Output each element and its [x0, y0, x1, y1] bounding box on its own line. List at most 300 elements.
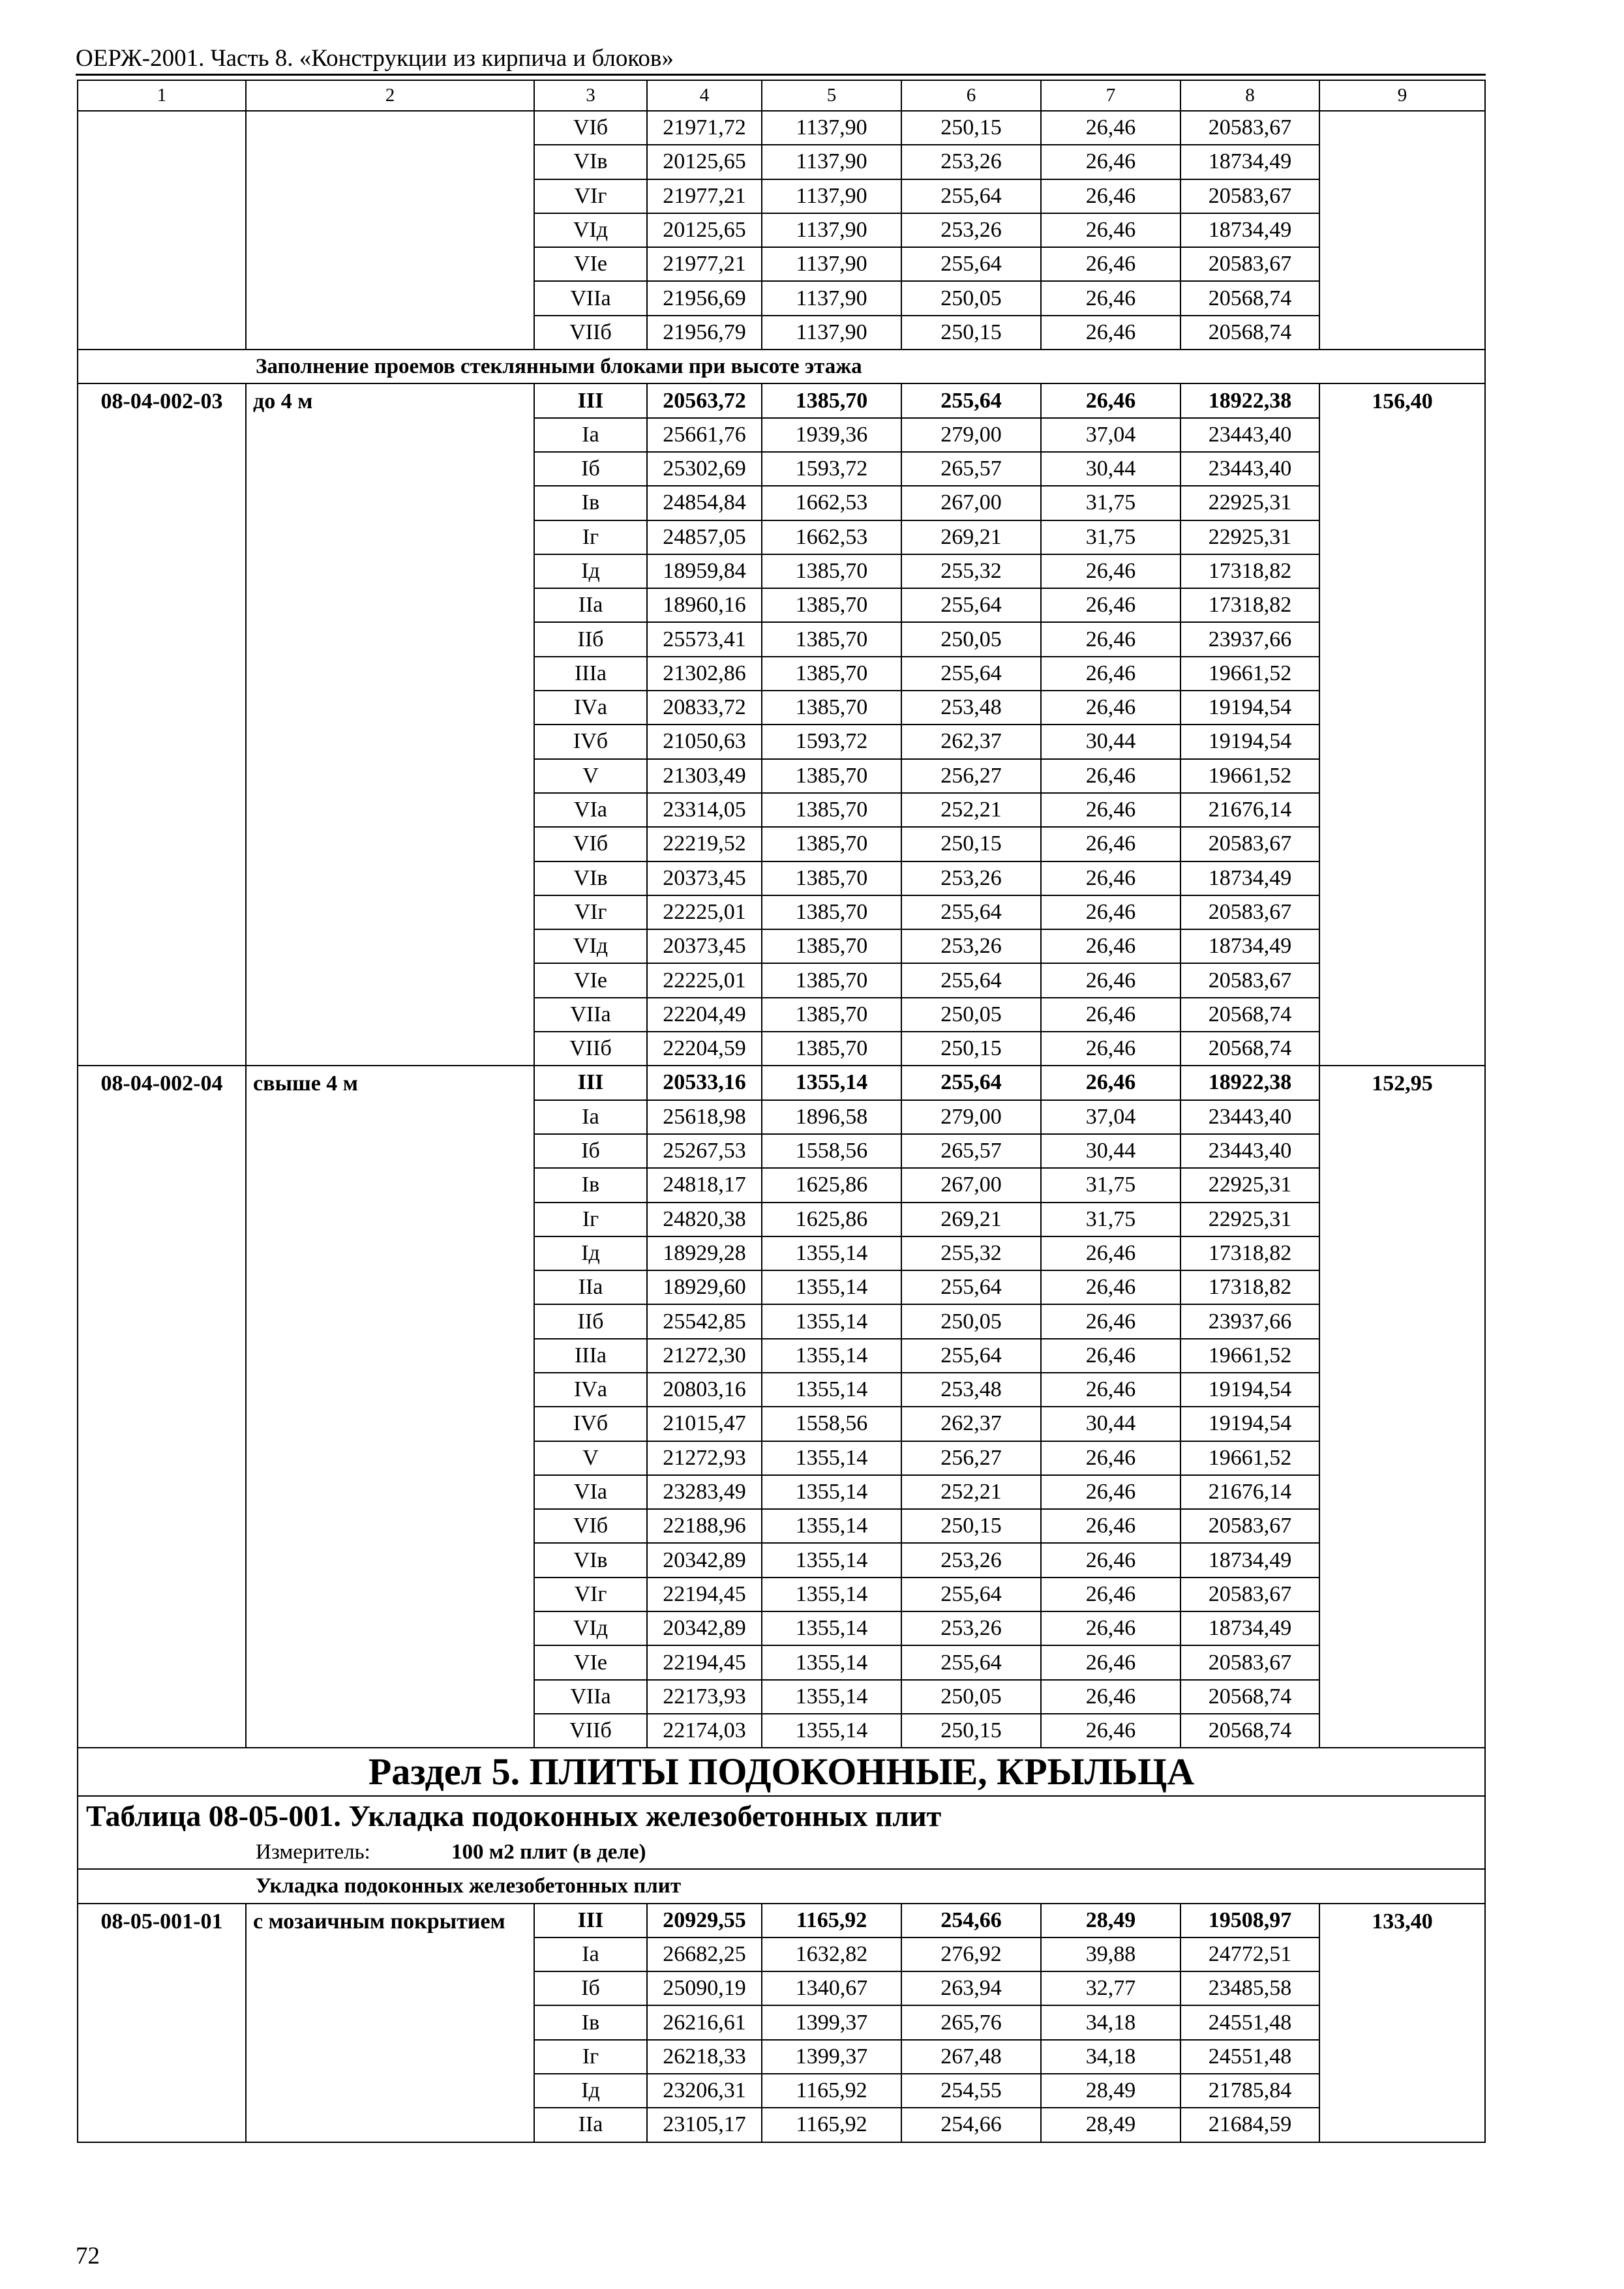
- price-value: 1625,86: [762, 1168, 901, 1202]
- price-value: 1385,70: [762, 759, 901, 793]
- price-value: 265,57: [901, 452, 1041, 486]
- price-value: 20929,55: [647, 1904, 762, 1937]
- region-code: IIа: [534, 2108, 647, 2142]
- price-value: 1355,14: [762, 1304, 901, 1338]
- item-code: 08-05-001-01: [78, 1904, 246, 2142]
- price-value: 22173,93: [647, 1680, 762, 1714]
- price-value: 19661,52: [1180, 1339, 1319, 1373]
- price-value: 1355,14: [762, 1441, 901, 1475]
- price-value: 255,64: [901, 383, 1041, 417]
- region-code: IVа: [534, 691, 647, 725]
- column-number: 4: [647, 80, 762, 111]
- region-code: VIе: [534, 247, 647, 281]
- region-code: VIв: [534, 145, 647, 179]
- price-value: 1355,14: [762, 1270, 901, 1304]
- region-code: IVб: [534, 725, 647, 758]
- price-value: 19194,54: [1180, 1373, 1319, 1407]
- region-code: IVб: [534, 1407, 647, 1441]
- price-value: 30,44: [1041, 725, 1180, 758]
- price-value: 1385,70: [762, 963, 901, 997]
- table-title: Таблица 08-05-001. Укладка подоконных железобетонных плит: [78, 1796, 1485, 1836]
- price-value: 34,18: [1041, 2005, 1180, 2039]
- price-value: 19508,97: [1180, 1904, 1319, 1937]
- price-value: 26,46: [1041, 588, 1180, 622]
- region-code: VIIб: [534, 1714, 647, 1748]
- price-value: 21956,79: [647, 316, 762, 350]
- region-code: Iв: [534, 2005, 647, 2039]
- price-value: 26,46: [1041, 657, 1180, 691]
- price-value: 18734,49: [1180, 145, 1319, 179]
- price-value: 23314,05: [647, 793, 762, 827]
- price-value: 31,75: [1041, 1203, 1180, 1236]
- price-value: 18734,49: [1180, 929, 1319, 963]
- region-code: VIIб: [534, 316, 647, 350]
- price-value: 1385,70: [762, 657, 901, 691]
- region-code: VIа: [534, 793, 647, 827]
- price-value: 21676,14: [1180, 793, 1319, 827]
- price-value: 250,05: [901, 622, 1041, 656]
- price-value: 26,46: [1041, 1475, 1180, 1509]
- price-value: 26,46: [1041, 111, 1180, 145]
- price-value: 18734,49: [1180, 213, 1319, 247]
- price-value: 1355,14: [762, 1475, 901, 1509]
- region-code: VIIа: [534, 1680, 647, 1714]
- price-value: 24820,38: [647, 1203, 762, 1236]
- price-value: 1355,14: [762, 1509, 901, 1543]
- price-value: 39,88: [1041, 1937, 1180, 1971]
- price-value: 18929,28: [647, 1236, 762, 1270]
- price-value: 20125,65: [647, 213, 762, 247]
- table-body: [78, 80, 1485, 2142]
- price-value: 26,46: [1041, 1543, 1180, 1577]
- price-value: 1355,14: [762, 1066, 901, 1100]
- price-value: 1662,53: [762, 520, 901, 554]
- price-value: 19194,54: [1180, 725, 1319, 758]
- price-value: 255,64: [901, 588, 1041, 622]
- table-title-row: [78, 1796, 1485, 1836]
- price-value: 253,48: [901, 691, 1041, 725]
- region-code: VIд: [534, 929, 647, 963]
- column-number: 7: [1041, 80, 1180, 111]
- price-value: 20803,16: [647, 1373, 762, 1407]
- price-value: 26,46: [1041, 1714, 1180, 1748]
- meter-cell: [78, 1836, 1485, 1869]
- region-code: Iб: [534, 452, 647, 486]
- price-value: 20568,74: [1180, 998, 1319, 1032]
- region-code: IIа: [534, 1270, 647, 1304]
- price-value: 25302,69: [647, 452, 762, 486]
- region-code: Iв: [534, 1168, 647, 1202]
- price-value: 31,75: [1041, 520, 1180, 554]
- price-value: 26,46: [1041, 998, 1180, 1032]
- region-code: VIе: [534, 1645, 647, 1679]
- price-value: 26,46: [1041, 1304, 1180, 1338]
- price-value: 22925,31: [1180, 520, 1319, 554]
- region-code: Iг: [534, 520, 647, 554]
- region-code: VIб: [534, 1509, 647, 1543]
- price-value: 20342,89: [647, 1611, 762, 1645]
- price-value: 26,46: [1041, 1578, 1180, 1611]
- price-value: 250,05: [901, 281, 1041, 315]
- column-number-row: [78, 80, 1485, 111]
- price-value: 21272,93: [647, 1441, 762, 1475]
- price-value: 1355,14: [762, 1714, 901, 1748]
- price-value: 255,64: [901, 1339, 1041, 1373]
- price-value: 26,46: [1041, 281, 1180, 315]
- region-code: III: [534, 383, 647, 417]
- region-code: VIг: [534, 1578, 647, 1611]
- region-code: IVа: [534, 1373, 647, 1407]
- price-value: 26,46: [1041, 1066, 1180, 1100]
- price-value: 26,46: [1041, 963, 1180, 997]
- region-code: Iб: [534, 1134, 647, 1168]
- price-value: 37,04: [1041, 1100, 1180, 1134]
- price-value: 26,46: [1041, 1032, 1180, 1066]
- price-value: 26,46: [1041, 213, 1180, 247]
- price-value: 23485,58: [1180, 1971, 1319, 2005]
- meter-row: [78, 1836, 1485, 1869]
- price-value: 26,46: [1041, 1509, 1180, 1543]
- price-value: 265,76: [901, 2005, 1041, 2039]
- price-value: 20568,74: [1180, 281, 1319, 315]
- price-value: 279,00: [901, 1100, 1041, 1134]
- price-value: 1385,70: [762, 827, 901, 861]
- price-value: 24818,17: [647, 1168, 762, 1202]
- price-value: 31,75: [1041, 486, 1180, 520]
- price-value: 254,66: [901, 1904, 1041, 1937]
- price-value: 26,46: [1041, 554, 1180, 588]
- price-value: 256,27: [901, 1441, 1041, 1475]
- price-value: 1385,70: [762, 793, 901, 827]
- section-title: Раздел 5. ПЛИТЫ ПОДОКОННЫЕ, КРЫЛЬЦА: [78, 1748, 1485, 1796]
- price-value: 25090,19: [647, 1971, 762, 2005]
- price-value: 25542,85: [647, 1304, 762, 1338]
- price-value: 26,46: [1041, 145, 1180, 179]
- region-code: VIд: [534, 213, 647, 247]
- price-value: 21302,86: [647, 657, 762, 691]
- region-code: Iд: [534, 554, 647, 588]
- item-code: 08-04-002-04: [78, 1066, 246, 1748]
- price-value: 1558,56: [762, 1407, 901, 1441]
- region-code: Iа: [534, 1937, 647, 1971]
- price-value: 22925,31: [1180, 1168, 1319, 1202]
- section-row: [78, 1748, 1485, 1796]
- price-value: 1385,70: [762, 861, 901, 895]
- region-code: VIг: [534, 179, 647, 213]
- page-number: 72: [76, 2243, 100, 2269]
- price-value: 17318,82: [1180, 1236, 1319, 1270]
- price-value: 1625,86: [762, 1203, 901, 1236]
- price-value: 1137,90: [762, 281, 901, 315]
- price-value: 255,64: [901, 247, 1041, 281]
- price-value: 26,46: [1041, 1270, 1180, 1304]
- price-value: 253,26: [901, 145, 1041, 179]
- price-value: 26,46: [1041, 1680, 1180, 1714]
- price-value: 21977,21: [647, 179, 762, 213]
- price-value: 30,44: [1041, 452, 1180, 486]
- column-number: 1: [78, 80, 246, 111]
- price-value: 22204,59: [647, 1032, 762, 1066]
- price-value: 1385,70: [762, 554, 901, 588]
- price-value: 21684,59: [1180, 2108, 1319, 2142]
- price-value: 20583,67: [1180, 179, 1319, 213]
- price-value: 37,04: [1041, 418, 1180, 452]
- price-value: 21971,72: [647, 111, 762, 145]
- price-value: 20568,74: [1180, 316, 1319, 350]
- price-value: 269,21: [901, 1203, 1041, 1236]
- region-code: Iг: [534, 2040, 647, 2074]
- price-value: 255,64: [901, 1270, 1041, 1304]
- price-value: 24857,05: [647, 520, 762, 554]
- price-value: 26,46: [1041, 383, 1180, 417]
- price-value: 1399,37: [762, 2005, 901, 2039]
- price-value: 21956,69: [647, 281, 762, 315]
- price-value: 250,05: [901, 1304, 1041, 1338]
- price-value: 1632,82: [762, 1937, 901, 1971]
- price-value: 17318,82: [1180, 554, 1319, 588]
- item-name: с мозаичным покрытием: [246, 1904, 534, 2142]
- price-value: 20583,67: [1180, 1578, 1319, 1611]
- price-value: 1939,36: [762, 418, 901, 452]
- price-value: 1355,14: [762, 1373, 901, 1407]
- price-value: 32,77: [1041, 1971, 1180, 2005]
- price-value: 26,46: [1041, 316, 1180, 350]
- price-value: 26216,61: [647, 2005, 762, 2039]
- labor-cost: 156,40: [1319, 383, 1485, 1066]
- subheading-row: [78, 350, 1485, 383]
- price-value: 28,49: [1041, 1904, 1180, 1937]
- subheading-row: [78, 1869, 1485, 1903]
- price-value: 22194,45: [647, 1578, 762, 1611]
- price-value: 25573,41: [647, 622, 762, 656]
- price-value: 20568,74: [1180, 1714, 1319, 1748]
- price-value: 250,05: [901, 998, 1041, 1032]
- price-value: 24854,84: [647, 486, 762, 520]
- price-value: 26,46: [1041, 691, 1180, 725]
- price-value: 253,26: [901, 1611, 1041, 1645]
- price-value: 22225,01: [647, 895, 762, 929]
- price-value: 18922,38: [1180, 1066, 1319, 1100]
- price-value: 23283,49: [647, 1475, 762, 1509]
- price-value: 26,46: [1041, 622, 1180, 656]
- price-value: 22194,45: [647, 1645, 762, 1679]
- price-value: 254,66: [901, 2108, 1041, 2142]
- price-value: 25267,53: [647, 1134, 762, 1168]
- price-value: 19661,52: [1180, 1441, 1319, 1475]
- price-value: 30,44: [1041, 1134, 1180, 1168]
- price-value: 269,21: [901, 520, 1041, 554]
- price-value: 20583,67: [1180, 247, 1319, 281]
- region-code: IIа: [534, 588, 647, 622]
- price-value: 1137,90: [762, 213, 901, 247]
- price-value: 267,00: [901, 1168, 1041, 1202]
- price-value: 20342,89: [647, 1543, 762, 1577]
- price-value: 21785,84: [1180, 2074, 1319, 2108]
- price-value: 26682,25: [647, 1937, 762, 1971]
- region-code: VIIб: [534, 1032, 647, 1066]
- price-value: 19661,52: [1180, 657, 1319, 691]
- price-value: 20833,72: [647, 691, 762, 725]
- price-value: 20568,74: [1180, 1680, 1319, 1714]
- region-code: IIIа: [534, 657, 647, 691]
- column-number: 5: [762, 80, 901, 111]
- table-row: [78, 1066, 1485, 1100]
- table-row: [78, 383, 1485, 417]
- price-value: 26,46: [1041, 1645, 1180, 1679]
- price-value: 18959,84: [647, 554, 762, 588]
- price-value: 256,27: [901, 759, 1041, 793]
- price-value: 20125,65: [647, 145, 762, 179]
- price-value: 255,64: [901, 657, 1041, 691]
- price-value: 21676,14: [1180, 1475, 1319, 1509]
- price-value: 255,64: [901, 963, 1041, 997]
- region-code: Iа: [534, 418, 647, 452]
- price-value: 26,46: [1041, 929, 1180, 963]
- price-value: 26,46: [1041, 1611, 1180, 1645]
- price-value: 1355,14: [762, 1611, 901, 1645]
- region-code: Iб: [534, 1971, 647, 2005]
- price-value: 255,64: [901, 1645, 1041, 1679]
- region-code: Iв: [534, 486, 647, 520]
- price-value: 1399,37: [762, 2040, 901, 2074]
- column-number: 2: [246, 80, 534, 111]
- price-value: 26,46: [1041, 1441, 1180, 1475]
- region-code: VIв: [534, 861, 647, 895]
- subheading-text: Заполнение проемов стеклянными блоками при высоте этажа: [78, 350, 1485, 383]
- price-value: 250,15: [901, 1714, 1041, 1748]
- price-value: 19661,52: [1180, 759, 1319, 793]
- item-name: свыше 4 м: [246, 1066, 534, 1748]
- price-value: 26218,33: [647, 2040, 762, 2074]
- price-value: 279,00: [901, 418, 1041, 452]
- meter-label: Измеритель:: [256, 1840, 370, 1864]
- price-value: 250,15: [901, 1032, 1041, 1066]
- region-code: VIд: [534, 1611, 647, 1645]
- region-code: IIб: [534, 622, 647, 656]
- price-value: 1385,70: [762, 383, 901, 417]
- column-number: 3: [534, 80, 647, 111]
- price-value: 1355,14: [762, 1578, 901, 1611]
- region-code: III: [534, 1066, 647, 1100]
- item-name: [246, 111, 534, 350]
- price-value: 18734,49: [1180, 1611, 1319, 1645]
- price-value: 24551,48: [1180, 2005, 1319, 2039]
- price-value: 255,64: [901, 1066, 1041, 1100]
- price-value: 23206,31: [647, 2074, 762, 2108]
- price-value: 250,15: [901, 1509, 1041, 1543]
- region-code: Iд: [534, 2074, 647, 2108]
- price-value: 22188,96: [647, 1509, 762, 1543]
- price-value: 19194,54: [1180, 691, 1319, 725]
- price-value: 23105,17: [647, 2108, 762, 2142]
- price-value: 22219,52: [647, 827, 762, 861]
- price-value: 255,32: [901, 554, 1041, 588]
- price-value: 1355,14: [762, 1680, 901, 1714]
- price-value: 1385,70: [762, 691, 901, 725]
- price-value: 21303,49: [647, 759, 762, 793]
- price-value: 1385,70: [762, 998, 901, 1032]
- price-value: 1137,90: [762, 179, 901, 213]
- region-code: IIIа: [534, 1339, 647, 1373]
- price-value: 255,64: [901, 179, 1041, 213]
- header-rule: [76, 74, 1486, 76]
- price-value: 22225,01: [647, 963, 762, 997]
- region-code: VIа: [534, 1475, 647, 1509]
- price-value: 23937,66: [1180, 1304, 1319, 1338]
- price-value: 23443,40: [1180, 1100, 1319, 1134]
- price-value: 252,21: [901, 793, 1041, 827]
- price-value: 1385,70: [762, 929, 901, 963]
- price-value: 20373,45: [647, 929, 762, 963]
- price-value: 20583,67: [1180, 111, 1319, 145]
- table-row: [78, 111, 1485, 145]
- price-value: 20583,67: [1180, 963, 1319, 997]
- price-value: 20568,74: [1180, 1032, 1319, 1066]
- price-value: 20583,67: [1180, 1509, 1319, 1543]
- price-value: 1662,53: [762, 486, 901, 520]
- subheading-text: Укладка подоконных железобетонных плит: [78, 1869, 1485, 1903]
- price-value: 1340,67: [762, 1971, 901, 2005]
- price-value: 254,55: [901, 2074, 1041, 2108]
- price-value: 18922,38: [1180, 383, 1319, 417]
- region-code: Iг: [534, 1203, 647, 1236]
- price-value: 20583,67: [1180, 827, 1319, 861]
- page-header-title: ОЕРЖ-2001. Часть 8. «Конструкции из кирпича и блоков»: [76, 45, 674, 72]
- price-value: 18960,16: [647, 588, 762, 622]
- price-value: 19194,54: [1180, 1407, 1319, 1441]
- price-value: 26,46: [1041, 793, 1180, 827]
- price-value: 24551,48: [1180, 2040, 1319, 2074]
- region-code: VIг: [534, 895, 647, 929]
- item-code: [78, 111, 246, 350]
- price-value: 1593,72: [762, 725, 901, 758]
- price-value: 26,46: [1041, 827, 1180, 861]
- price-value: 1137,90: [762, 145, 901, 179]
- price-value: 1385,70: [762, 588, 901, 622]
- price-value: 1137,90: [762, 247, 901, 281]
- price-value: 18734,49: [1180, 861, 1319, 895]
- price-value: 267,00: [901, 486, 1041, 520]
- region-code: Iд: [534, 1236, 647, 1270]
- price-value: 26,46: [1041, 1236, 1180, 1270]
- region-code: IIб: [534, 1304, 647, 1338]
- price-value: 22925,31: [1180, 486, 1319, 520]
- region-code: VIIа: [534, 281, 647, 315]
- price-value: 1385,70: [762, 622, 901, 656]
- price-value: 26,46: [1041, 1373, 1180, 1407]
- price-value: 21977,21: [647, 247, 762, 281]
- price-value: 26,46: [1041, 861, 1180, 895]
- price-value: 1896,58: [762, 1100, 901, 1134]
- price-value: 26,46: [1041, 247, 1180, 281]
- region-code: VIб: [534, 111, 647, 145]
- price-table: [77, 80, 1486, 2143]
- price-value: 263,94: [901, 1971, 1041, 2005]
- price-value: 34,18: [1041, 2040, 1180, 2074]
- price-value: 1137,90: [762, 111, 901, 145]
- price-value: 21015,47: [647, 1407, 762, 1441]
- price-value: 25661,76: [647, 418, 762, 452]
- price-value: 250,15: [901, 111, 1041, 145]
- meter-value: 100 м2 плит (в деле): [451, 1840, 646, 1864]
- price-value: 26,46: [1041, 179, 1180, 213]
- price-value: 28,49: [1041, 2074, 1180, 2108]
- region-code: III: [534, 1904, 647, 1937]
- region-code: V: [534, 759, 647, 793]
- price-value: 1355,14: [762, 1339, 901, 1373]
- region-code: VIб: [534, 827, 647, 861]
- price-value: 28,49: [1041, 2108, 1180, 2142]
